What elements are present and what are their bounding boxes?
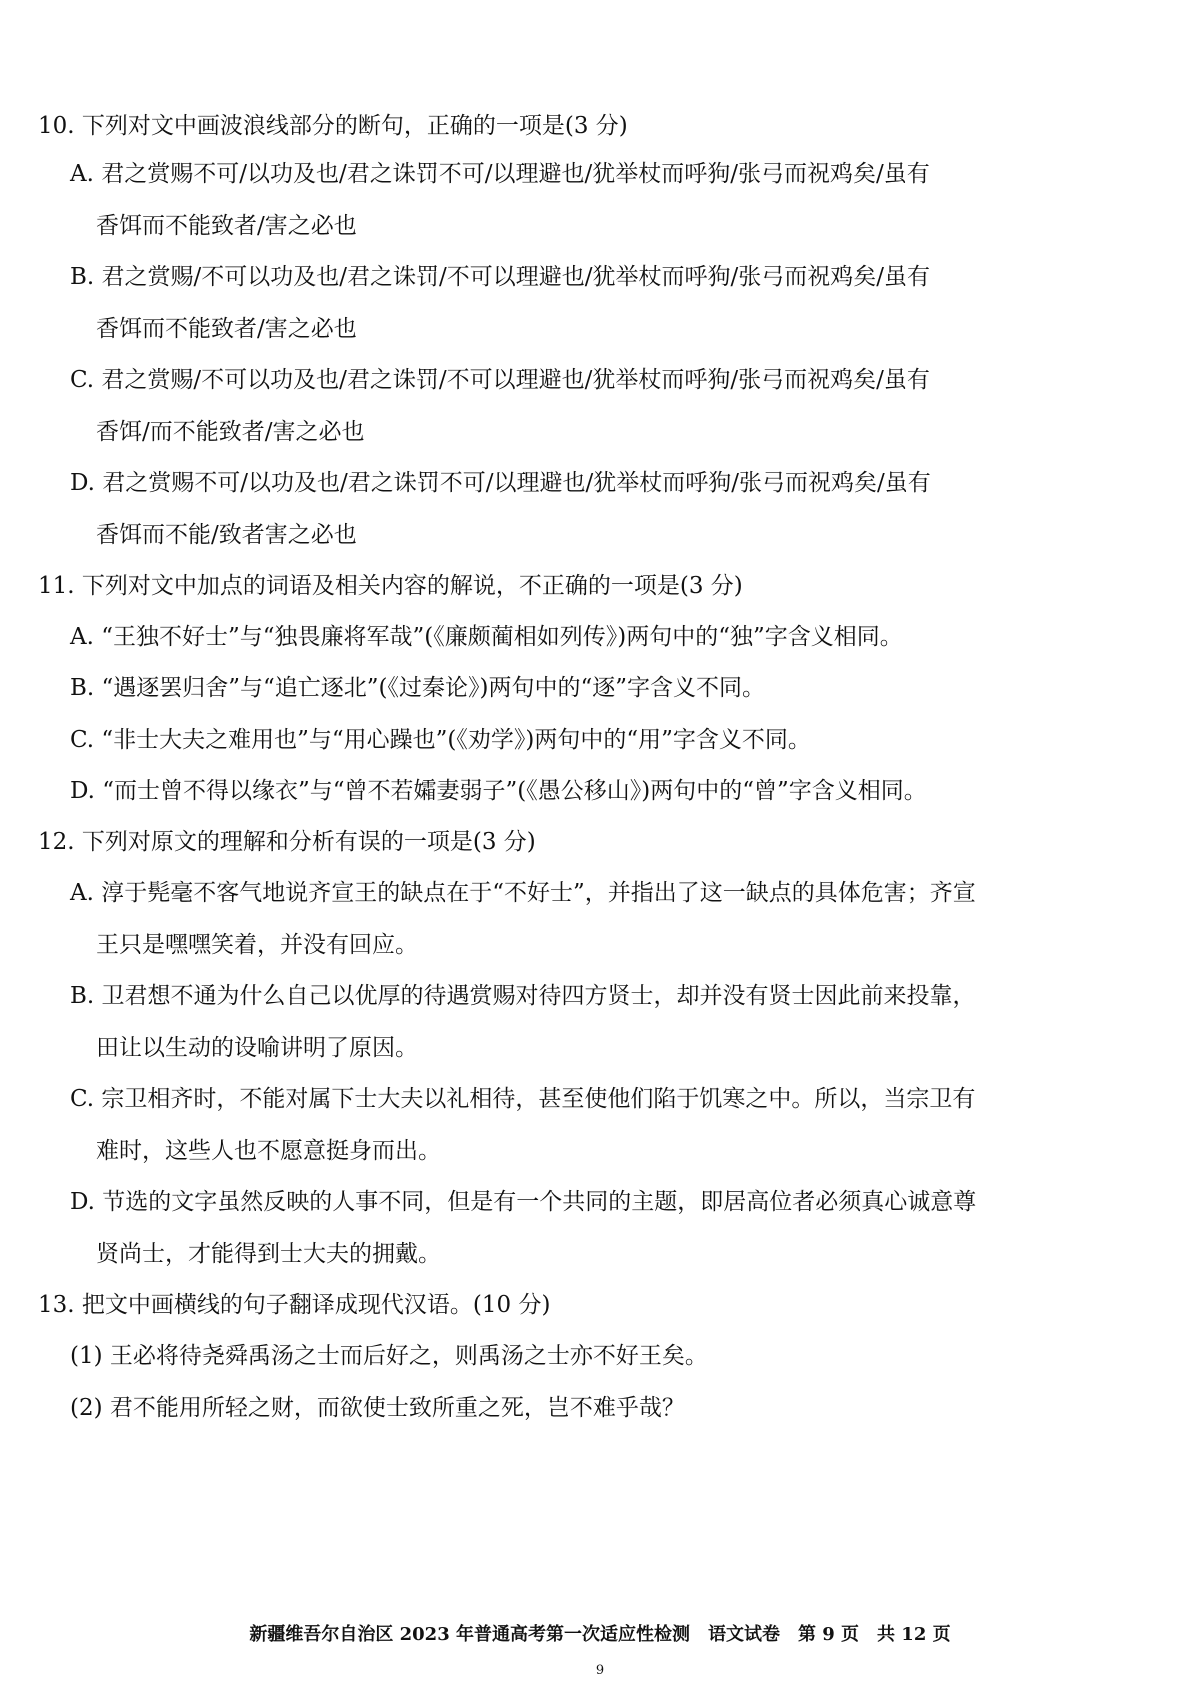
page-footer: 新疆维吾尔自治区 2023 年普通高考第一次适应性检测 语文试卷 第 9 页 共 12 页 [249,1624,951,1645]
q11-option-b: B. “遇逐罢归舍”与“追亡逐北”(《过秦论》)两句中的“逐”字含义不同。 [70,675,766,701]
q12-option-b-line1: B. 卫君想不通为什么自己以优厚的待遇赏赐对待四方贤士，却并没有贤士因此前来投靠， [70,983,976,1009]
q12-option-c-line1: C. 宗卫相齐时，不能对属下士大夫以礼相待，甚至使他们陷于饥寒之中。所以，当宗卫有 [70,1086,976,1112]
q10-option-b-line1: B. 君之赏赐/不可以功及也/君之诛罚/不可以理避也/犹举杖而呼狗/张弓而祝鸡矣/虽有 [70,264,931,290]
q13-item-1: (1) 王必将待尧舜禹汤之士而后好之，则禹汤之士亦不好王矣。 [70,1343,708,1369]
q12-option-a-line2: 王只是嘿嘿笑着，并没有回应。 [96,932,418,958]
q10-option-c-line2: 香饵/而不能致者/害之必也 [96,419,365,445]
q10-option-c-line1: C. 君之赏赐/不可以功及也/君之诛罚/不可以理避也/犹举杖而呼狗/张弓而祝鸡矣/虽有 [70,367,930,393]
question-10-stem: 10. 下列对文中画波浪线部分的断句，正确的一项是(3 分) [38,113,628,139]
q13-item-2: (2) 君不能用所轻之财，而欲使士致所重之死，岂不难乎哉？ [70,1395,685,1421]
page-number: 9 [595,1663,605,1678]
q10-option-d-line2: 香饵而不能/致者害之必也 [96,522,357,548]
question-12-stem: 12. 下列对原文的理解和分析有误的一项是(3 分) [38,829,536,855]
q10-option-d-line1: D. 君之赏赐不可/以功及也/君之诛罚不可/以理避也/犹举杖而呼狗/张弓而祝鸡矣/虽有 [70,470,931,496]
q10-option-a-line1: A. 君之赏赐不可/以功及也/君之诛罚不可/以理避也/犹举杖而呼狗/张弓而祝鸡矣/虽有 [70,161,930,187]
q11-option-a: A. “王独不好士”与“独畏廉将军哉”(《廉颇蔺相如列传》)两句中的“独”字含义相同。 [70,624,903,650]
question-11-stem: 11. 下列对文中加点的词语及相关内容的解说，不正确的一项是(3 分) [38,573,743,599]
q12-option-a-line1: A. 淳于髡毫不客气地说齐宣王的缺点在于“不好士”，并指出了这一缺点的具体危害；齐宣 [70,880,976,906]
q12-option-d-line2: 贤尚士，才能得到士大夫的拥戴。 [96,1241,441,1267]
q10-option-a-line2: 香饵而不能致者/害之必也 [96,213,357,239]
question-13-stem: 13. 把文中画横线的句子翻译成现代汉语。(10 分) [38,1292,551,1318]
q12-option-d-line1: D. 节选的文字虽然反映的人事不同，但是有一个共同的主题，即居高位者必须真心诚意尊 [70,1189,977,1215]
q10-option-b-line2: 香饵而不能致者/害之必也 [96,316,357,342]
q12-option-b-line2: 田让以生动的设喻讲明了原因。 [96,1035,418,1061]
q12-option-c-line2: 难时，这些人也不愿意挺身而出。 [96,1138,441,1164]
q11-option-d: D. “而士曾不得以缘衣”与“曾不若孀妻弱子”(《愚公移山》)两句中的“曾”字含义相同。 [70,778,927,804]
q11-option-c: C. “非士大夫之难用也”与“用心躁也”(《劝学》)两句中的“用”字含义不同。 [70,727,811,753]
